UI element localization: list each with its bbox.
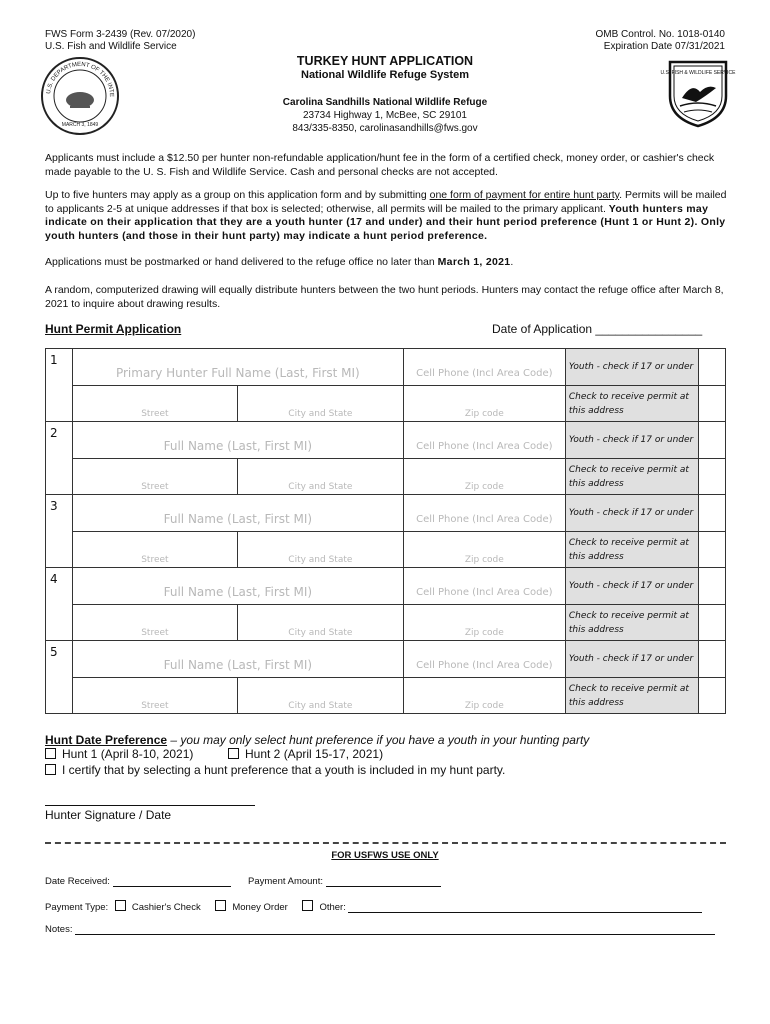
city-state-field[interactable]: City and State	[237, 532, 403, 568]
name-field[interactable]: Full Name (Last, First MI)	[72, 495, 403, 532]
separator	[45, 842, 726, 844]
youth-checkbox[interactable]	[699, 349, 726, 386]
youth-label: Youth - check if 17 or under	[565, 349, 698, 386]
mail-permit-checkbox[interactable]	[699, 678, 726, 714]
phone-field[interactable]: Cell Phone (Incl Area Code)	[403, 422, 565, 459]
mail-permit-label: Check to receive permit at this address	[565, 532, 698, 568]
city-state-field[interactable]: City and State	[237, 386, 403, 422]
form-number: FWS Form 3-2439 (Rev. 07/2020)	[45, 29, 196, 40]
group-paragraph: Up to five hunters may apply as a group on this application form and by submitting one form of payment for entire hunt party. Permits will be mailed to applicants 2-5 at unique addresses if that box is selected; otherwise, all permits will be mailed to the primary applicant. Youth hunters may indicate on their application that they are a youth hunter (17 and under) and their hunt period preference (Hunt 1 or Hunt 2). Only youth hunters (and those in their hunt party) may indicate a hunt period preference.	[45, 189, 727, 242]
payment-amount-field[interactable]	[326, 886, 441, 887]
youth-label: Youth - check if 17 or under	[565, 422, 698, 459]
signature-label: Hunter Signature / Date	[45, 808, 172, 822]
youth-label: Youth - check if 17 or under	[565, 495, 698, 532]
hunter-row	[46, 568, 726, 605]
street-field[interactable]: Street	[72, 386, 237, 422]
signature-line[interactable]	[45, 805, 255, 806]
hunter-number: 5	[46, 641, 73, 714]
hunters-table	[45, 348, 726, 714]
phone-field[interactable]: Cell Phone (Incl Area Code)	[403, 641, 565, 678]
hunter-row	[46, 641, 726, 678]
hunter-number: 3	[46, 495, 73, 568]
hunter-number: 2	[46, 422, 73, 495]
mail-permit-checkbox[interactable]	[699, 605, 726, 641]
street-field[interactable]: Street	[72, 459, 237, 495]
hunter-row	[46, 495, 726, 532]
phone-field[interactable]: Cell Phone (Incl Area Code)	[403, 349, 565, 386]
youth-checkbox[interactable]	[699, 422, 726, 459]
hunt-preference-heading: Hunt Date Preference – you may only select hunt preference if you have a youth in your hunting party	[45, 733, 590, 747]
zip-field[interactable]: Zip code	[403, 386, 565, 422]
zip-field[interactable]: Zip code	[403, 605, 565, 641]
svg-text:U.S. FISH & WILDLIFE SERVICE: U.S. FISH & WILDLIFE SERVICE	[660, 70, 736, 76]
date-of-application-field[interactable]: Date of Application ________________	[492, 322, 703, 336]
notes-row: Notes:	[45, 924, 715, 935]
mail-permit-label: Check to receive permit at this address	[565, 459, 698, 495]
certify-checkbox[interactable]	[45, 764, 56, 775]
omb-number: OMB Control. No. 1018-0140	[595, 29, 725, 40]
office-use-heading: FOR USFWS USE ONLY	[331, 850, 439, 861]
address-row	[46, 532, 726, 568]
hunter-row	[46, 349, 726, 386]
address-row	[46, 459, 726, 495]
page-subtitle: National Wildlife Refuge System	[301, 69, 469, 81]
zip-field[interactable]: Zip code	[403, 532, 565, 568]
street-field[interactable]: Street	[72, 678, 237, 714]
city-state-field[interactable]: City and State	[237, 605, 403, 641]
hunter-row	[46, 422, 726, 459]
youth-label: Youth - check if 17 or under	[565, 568, 698, 605]
hunter-number: 1	[46, 349, 73, 422]
refuge-contact: 843/335-8350, carolinasandhills@fws.gov	[292, 123, 478, 134]
name-field[interactable]: Full Name (Last, First MI)	[72, 422, 403, 459]
page-title: TURKEY HUNT APPLICATION	[296, 54, 474, 68]
mail-permit-checkbox[interactable]	[699, 386, 726, 422]
date-received-row: Date Received:	[45, 876, 231, 887]
hunt2-option[interactable]: Hunt 2 (April 15-17, 2021)	[228, 747, 383, 761]
youth-checkbox[interactable]	[699, 568, 726, 605]
hunt2-checkbox[interactable]	[228, 748, 239, 759]
payment-amount-row: Payment Amount:	[248, 876, 441, 887]
youth-checkbox[interactable]	[699, 641, 726, 678]
expiration-date: Expiration Date 07/31/2021	[603, 41, 725, 52]
zip-field[interactable]: Zip code	[403, 678, 565, 714]
refuge-address: 23734 Highway 1, McBee, SC 29101	[303, 110, 467, 121]
other-checkbox[interactable]	[302, 900, 313, 911]
hunt1-checkbox[interactable]	[45, 748, 56, 759]
mail-permit-label: Check to receive permit at this address	[565, 678, 698, 714]
mail-permit-checkbox[interactable]	[699, 459, 726, 495]
certify-option[interactable]: I certify that by selecting a hunt preference that a youth is included in my hunt party.	[45, 763, 505, 777]
cashiers-check-checkbox[interactable]	[115, 900, 126, 911]
street-field[interactable]: Street	[72, 605, 237, 641]
street-field[interactable]: Street	[72, 532, 237, 568]
city-state-field[interactable]: City and State	[237, 459, 403, 495]
youth-checkbox[interactable]	[699, 495, 726, 532]
address-row	[46, 678, 726, 714]
agency-name: U.S. Fish and Wildlife Service	[45, 41, 177, 52]
payment-type-row: Payment Type: Cashier's Check Money Order Other:	[45, 900, 702, 913]
money-order-checkbox[interactable]	[215, 900, 226, 911]
fee-paragraph: Applicants must include a $12.50 per hunter non-refundable application/hunt fee in the form of a certified check, money order, or cashier's check made payable to the U. S. Fish and Wildlife Service. Cash and personal checks are not accepted.	[45, 152, 715, 178]
hunt1-option[interactable]: Hunt 1 (April 8-10, 2021)	[45, 747, 193, 761]
mail-permit-label: Check to receive permit at this address	[565, 386, 698, 422]
phone-field[interactable]: Cell Phone (Incl Area Code)	[403, 495, 565, 532]
address-row	[46, 605, 726, 641]
notes-field[interactable]	[75, 934, 715, 935]
drawing-paragraph: A random, computerized drawing will equally distribute hunters between the two hunt periods. Hunters may contact the refuge office after March 8, 2021 to inquire about drawing results.	[45, 284, 724, 310]
svg-text:MARCH 3, 1849: MARCH 3, 1849	[61, 122, 99, 128]
refuge-name: Carolina Sandhills National Wildlife Refuge	[282, 97, 488, 108]
mail-permit-checkbox[interactable]	[699, 532, 726, 568]
name-field[interactable]: Primary Hunter Full Name (Last, First MI)	[72, 349, 403, 386]
date-received-field[interactable]	[113, 886, 231, 887]
name-field[interactable]: Full Name (Last, First MI)	[72, 641, 403, 678]
phone-field[interactable]: Cell Phone (Incl Area Code)	[403, 568, 565, 605]
hunter-number: 4	[46, 568, 73, 641]
other-field[interactable]	[348, 912, 702, 913]
mail-permit-label: Check to receive permit at this address	[565, 605, 698, 641]
name-field[interactable]: Full Name (Last, First MI)	[72, 568, 403, 605]
city-state-field[interactable]: City and State	[237, 678, 403, 714]
youth-label: Youth - check if 17 or under	[565, 641, 698, 678]
hunt-permit-heading: Hunt Permit Application	[45, 322, 182, 336]
address-row	[46, 386, 726, 422]
deadline-paragraph: Applications must be postmarked or hand delivered to the refuge office no later than March 1, 2021.	[45, 256, 514, 268]
zip-field[interactable]: Zip code	[403, 459, 565, 495]
svg-text:U.S. DEPARTMENT OF THE INTERIO: U.S. DEPARTMENT OF THE INTE	[46, 61, 115, 98]
